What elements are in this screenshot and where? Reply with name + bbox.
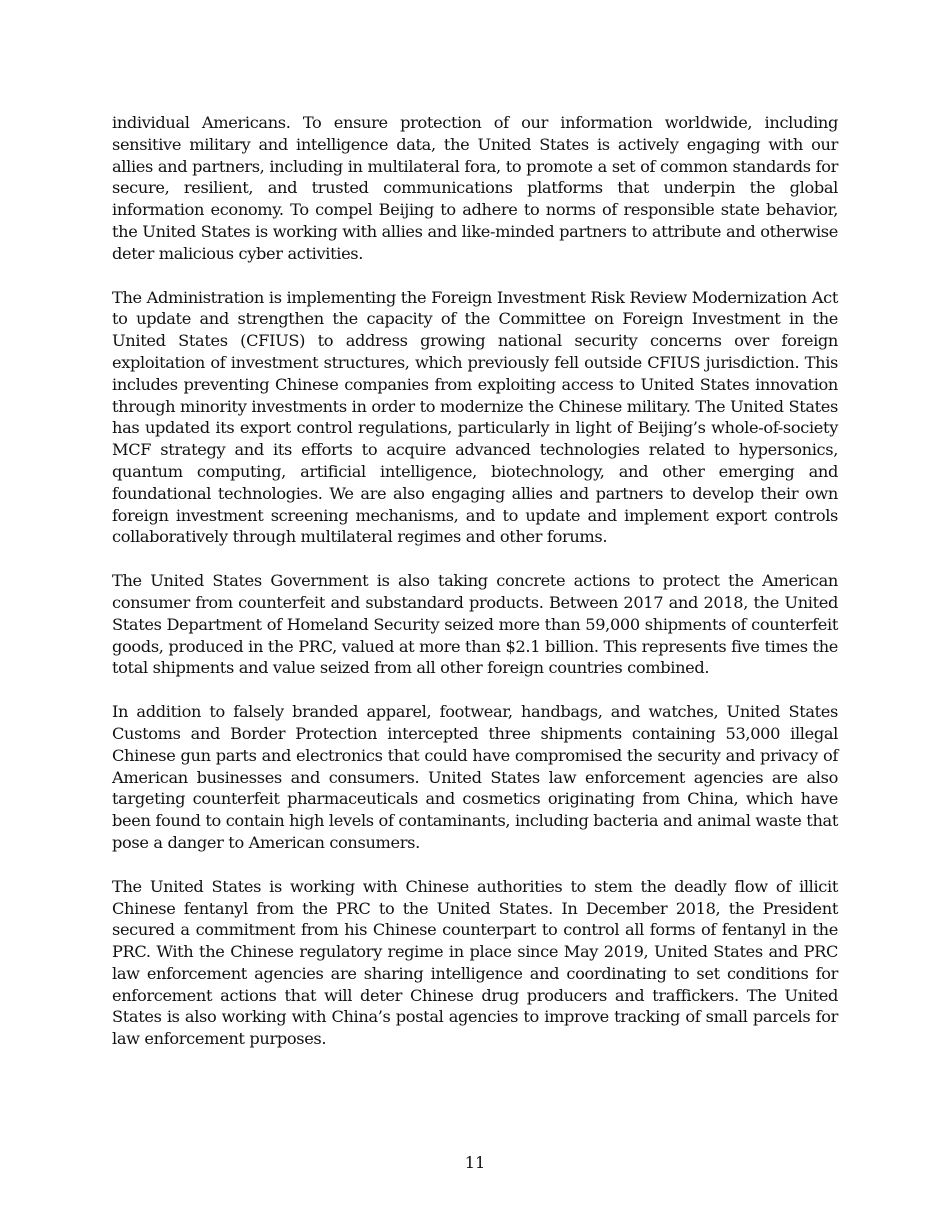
page-number: 11 — [464, 1153, 486, 1172]
paragraph-fentanyl-cooperation: The United States is working with Chinese authorities to stem the deadly flow of illicit Chinese fentanyl from the PRC to the United States. In December 2018, the President secured a commitment from his Chinese counterpart to control all forms of fentanyl in the PRC. With the Chinese regulatory regime in place since May 2019, United States and PRC law enforcement agencies are sharing intelligence and coordinating to set conditions for enforcement actions that will deter Chinese drug producers and traffickers. The United States is also working with China’s postal agencies to improve tracking of small parcels for law enforcement purposes. — [112, 876, 838, 1049]
paragraph-cfius-export-controls: The Administration is implementing the Foreign Investment Risk Review Modernization Act to update and strengthen the capacity of the Committee on Foreign Investment in the United States (CFIUS) to address growing national security concerns over foreign exploitation of investment structures, which previously fell outside CFIUS jurisdiction. This includes preventing Chinese companies from exploiting access to United States innovation through minority investments in order to modernize the Chinese military. The United States has updated its export control regulations, particularly in light of Beijing’s whole-of-society MCF strategy and its efforts to acquire advanced technologies related to hypersonics, quantum computing, artificial intelligence, biotechnology, and other emerging and foundational technologies. We are also engaging allies and partners to develop their own foreign investment screening mechanisms, and to update and implement export controls collaboratively through multilateral regimes and other forums. — [112, 287, 838, 547]
paragraph-cyber-standards: individual Americans. To ensure protection of our information worldwide, including sensitive military and intelligence data, the United States is actively engaging with our allies and partners, including in multilateral fora, to promote a set of common standards for secure, resilient, and trusted communications platforms that underpin the global information economy. To compel Beijing to adhere to norms of responsible state behavior, the United States is working with allies and like-minded partners to attribute and otherwise deter malicious cyber activities. — [112, 113, 838, 263]
paragraph-counterfeit-goods: The United States Government is also taking concrete actions to protect the American consumer from counterfeit and substandard products. Between 2017 and 2018, the United States Department of Homeland Security seized more than 59,000 shipments of counterfeit goods, produced in the PRC, valued at more than $2.1 billion. This represents five times the total shipments and value seized from all other foreign countries combined. — [112, 571, 838, 678]
paragraph-customs-interceptions: In addition to falsely branded apparel, footwear, handbags, and watches, United States Customs and Border Protection intercepted three shipments containing 53,000 illegal Chinese gun parts and electronics that could have compromised the security and privacy of American businesses and consumers. United States law enforcement agencies are also targeting counterfeit pharmaceuticals and cosmetics originating from China, which have been found to contain high levels of contaminants, including bacteria and animal waste that pose a danger to American consumers. — [112, 702, 838, 852]
document-body — [112, 112, 838, 1072]
